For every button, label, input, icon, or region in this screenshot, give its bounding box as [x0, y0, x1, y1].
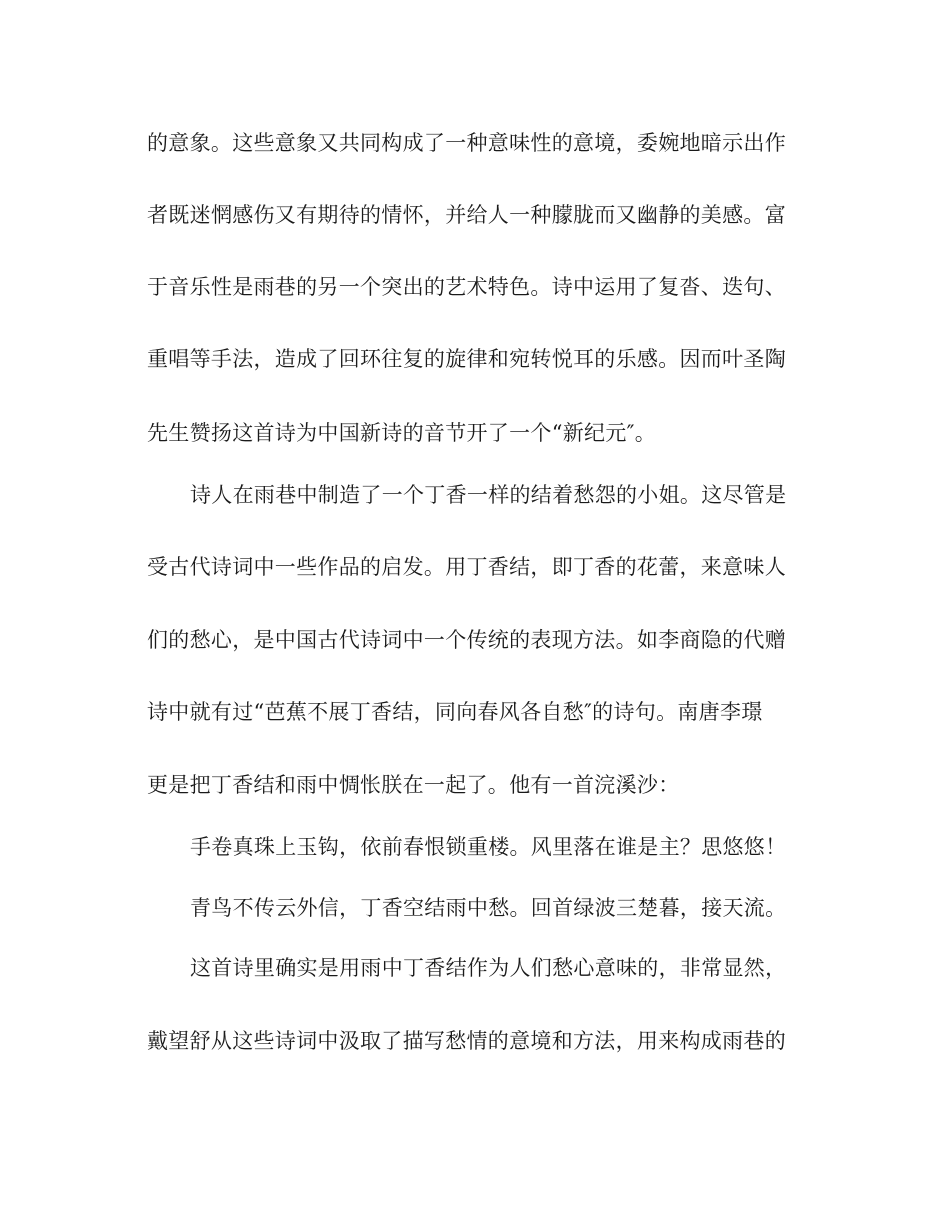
- text-line: 受古代诗词中一些作品的启发。用丁香结，即丁香的花蕾，来意味人: [147, 555, 786, 579]
- poem-line: 手卷真珠上玉钩，依前春恨锁重楼。风里落在谁是主？思悠悠！: [190, 835, 787, 859]
- paragraph-first-line: 诗人在雨巷中制造了一个丁香一样的结着愁怨的小姐。这尽管是: [190, 483, 787, 507]
- text-line: 于音乐性是雨巷的另一个突出的艺术特色。诗中运用了复沓、迭句、: [147, 275, 786, 299]
- text-line: 重唱等手法，造成了回环往复的旋律和宛转悦耳的乐感。因而叶圣陶: [147, 347, 786, 371]
- text-line: 们的愁心，是中国古代诗词中一个传统的表现方法。如李商隐的代赠: [147, 628, 786, 652]
- paragraph-first-line: 这首诗里确实是用雨中丁香结作为人们愁心意味的，非常显然，: [190, 956, 787, 980]
- text-line: 诗中就有过“芭蕉不展丁香结，同向春风各自愁″的诗句。南唐李璟: [147, 700, 763, 724]
- text-line: 更是把丁香结和雨中惆怅朕在一起了。他有一首浣溪沙：: [147, 773, 680, 797]
- text-line: 戴望舒从这些诗词中汲取了描写愁情的意境和方法，用来构成雨巷的: [147, 1029, 786, 1053]
- text-line: 者既迷惘感伤又有期待的情怀，并给人一种朦胧而又幽静的美感。富: [147, 203, 786, 227]
- text-line: 先生赞扬这首诗为中国新诗的音节开了一个“新纪元″。: [147, 421, 657, 445]
- text-line: 的意象。这些意象又共同构成了一种意味性的意境，委婉地暗示出作: [147, 131, 786, 155]
- poem-line: 青鸟不传云外信，丁香空结雨中愁。回首绿波三楚暮，接天流。: [190, 896, 787, 920]
